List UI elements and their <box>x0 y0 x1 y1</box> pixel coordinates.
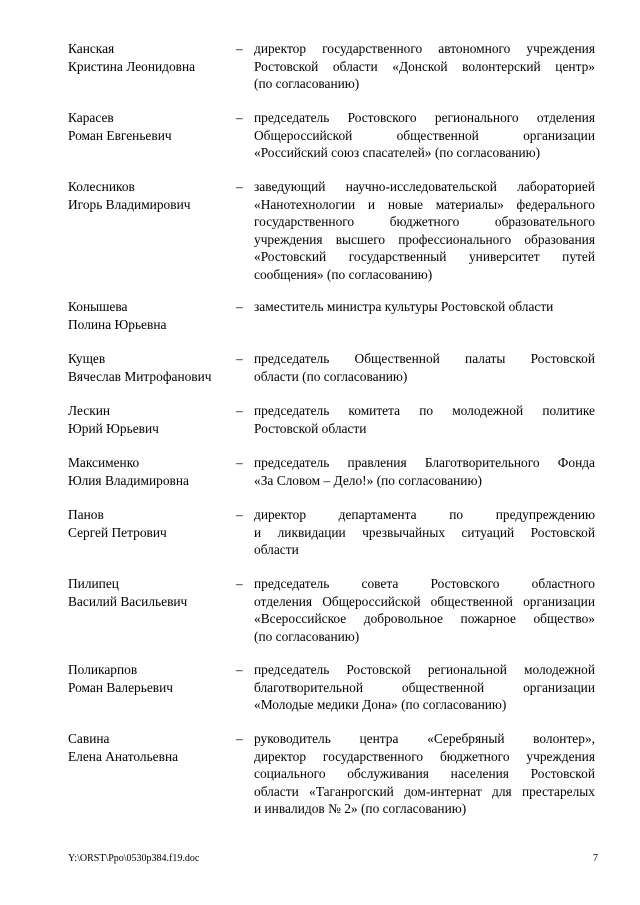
position-line: области «Таганрогский дом-интернат для престарелых <box>254 783 595 799</box>
position-line: «Российский союз спасателей» (по согласованию) <box>254 145 541 160</box>
member-surname: Канская <box>68 41 115 56</box>
member-given-names: Вячеслав Митрофанович <box>68 368 212 384</box>
position-line: заместитель министра культуры Ростовской области <box>254 299 554 314</box>
dash-separator: – <box>236 576 243 591</box>
member-given-names: Полина Юрьевна <box>68 316 167 332</box>
position-line: «Молодые медики Дона» (по согласованию) <box>254 697 507 712</box>
member-surname: Савина <box>68 731 110 746</box>
position-line: социального обслуживания населения Ростовской <box>254 766 595 781</box>
position-line: директор департамента по предупреждению <box>254 507 595 522</box>
position-line: председатель совета Ростовского областного <box>254 576 595 591</box>
position-line: председатель Общественной палаты Ростовской <box>254 351 595 366</box>
position-line: председатель комитета по молодежной политике <box>254 403 595 418</box>
member-name <box>68 109 236 144</box>
member-given-names: Василий Васильевич <box>68 593 188 609</box>
position-line: Ростовской области <box>254 420 367 436</box>
position-line: (по согласованию) <box>254 76 360 91</box>
member-name <box>68 661 236 696</box>
member-name <box>68 402 236 437</box>
member-name <box>68 506 236 541</box>
member-name <box>68 575 236 610</box>
member-surname: Кущев <box>68 351 106 366</box>
position-line: руководитель центра «Серебряный волонтер», <box>254 731 595 746</box>
member-surname: Пилипец <box>68 576 119 591</box>
dash-separator: – <box>236 455 243 470</box>
position-line: «Всероссийское добровольное пожарное общество» <box>254 611 595 626</box>
member-name <box>68 454 236 489</box>
dash-separator: – <box>236 110 243 125</box>
member-position <box>254 402 595 437</box>
position-line: (по согласованию) <box>254 628 360 644</box>
member-position <box>254 298 595 316</box>
position-line: заведующий научно-исследовательской лабораторией <box>254 179 595 194</box>
position-line: «Ростовский государственный университет путей <box>254 249 595 264</box>
member-surname: Поликарпов <box>68 662 138 677</box>
position-line: благотворительной общественной организации <box>254 679 595 695</box>
dash-separator: – <box>236 179 243 194</box>
member-position <box>254 40 595 93</box>
dash-separator: – <box>236 41 243 56</box>
position-line: директор государственного бюджетного учреждения <box>254 748 595 764</box>
member-given-names: Елена Анатольевна <box>68 748 179 764</box>
position-line: и инвалидов № 2» (по согласованию) <box>254 801 467 816</box>
member-surname: Максименко <box>68 455 140 470</box>
dash-separator: – <box>236 731 243 746</box>
member-given-names: Юрий Юрьевич <box>68 420 159 436</box>
member-surname: Карасев <box>68 110 114 125</box>
member-given-names: Юлия Владимировна <box>68 472 189 488</box>
member-position <box>254 109 595 162</box>
member-position <box>254 350 595 385</box>
member-surname: Лескин <box>68 403 111 418</box>
position-line: учреждения высшего профессионального образования <box>254 231 595 247</box>
position-line: «За Словом – Дело!» (по согласованию) <box>254 472 482 488</box>
position-line: Общероссийской общественной организации <box>254 127 595 143</box>
member-name <box>68 178 236 213</box>
member-position <box>254 575 595 645</box>
member-position <box>254 661 595 714</box>
member-surname: Панов <box>68 507 104 522</box>
member-given-names: Роман Валерьевич <box>68 679 173 695</box>
member-position <box>254 730 595 818</box>
position-line: государственного бюджетного образовательного <box>254 214 595 229</box>
dash-separator: – <box>236 662 243 677</box>
dash-separator: – <box>236 299 243 314</box>
position-line: и ликвидации чрезвычайных ситуаций Ростовской <box>254 524 595 540</box>
member-given-names: Сергей Петрович <box>68 524 167 540</box>
member-surname: Колесников <box>68 179 135 194</box>
position-line: «Нанотехнологии и новые материалы» федерального <box>254 196 595 212</box>
dash-separator: – <box>236 507 243 522</box>
member-given-names: Роман Евгеньевич <box>68 127 172 143</box>
member-name <box>68 298 236 333</box>
position-line: Ростовской области «Донской волонтерский центр» <box>254 58 595 74</box>
position-line: отделения Общероссийской общественной организации <box>254 593 595 609</box>
dash-separator: – <box>236 403 243 418</box>
member-given-names: Кристина Леонидовна <box>68 58 196 74</box>
member-given-names: Игорь Владимирович <box>68 196 191 212</box>
position-line: председатель правления Благотворительного Фонда <box>254 455 595 470</box>
position-line: области (по согласованию) <box>254 368 408 384</box>
member-name <box>68 40 236 75</box>
footer-file-path: Y:\ORST\Ppo\0530p384.f19.doc <box>68 853 200 864</box>
position-line: области <box>254 542 299 557</box>
position-line: директор государственного автономного учреждения <box>254 41 595 56</box>
position-line: председатель Ростовской региональной молодежной <box>254 662 595 677</box>
member-position <box>254 178 595 283</box>
footer-page-number: 7 <box>593 853 598 864</box>
dash-separator: – <box>236 351 243 366</box>
member-name <box>68 730 236 765</box>
member-position <box>254 506 595 559</box>
member-position <box>254 454 595 489</box>
position-line: сообщения» (по согласованию) <box>254 266 433 282</box>
position-line: председатель Ростовского регионального отделения <box>254 110 595 125</box>
member-surname: Конышева <box>68 299 128 314</box>
member-name <box>68 350 236 385</box>
